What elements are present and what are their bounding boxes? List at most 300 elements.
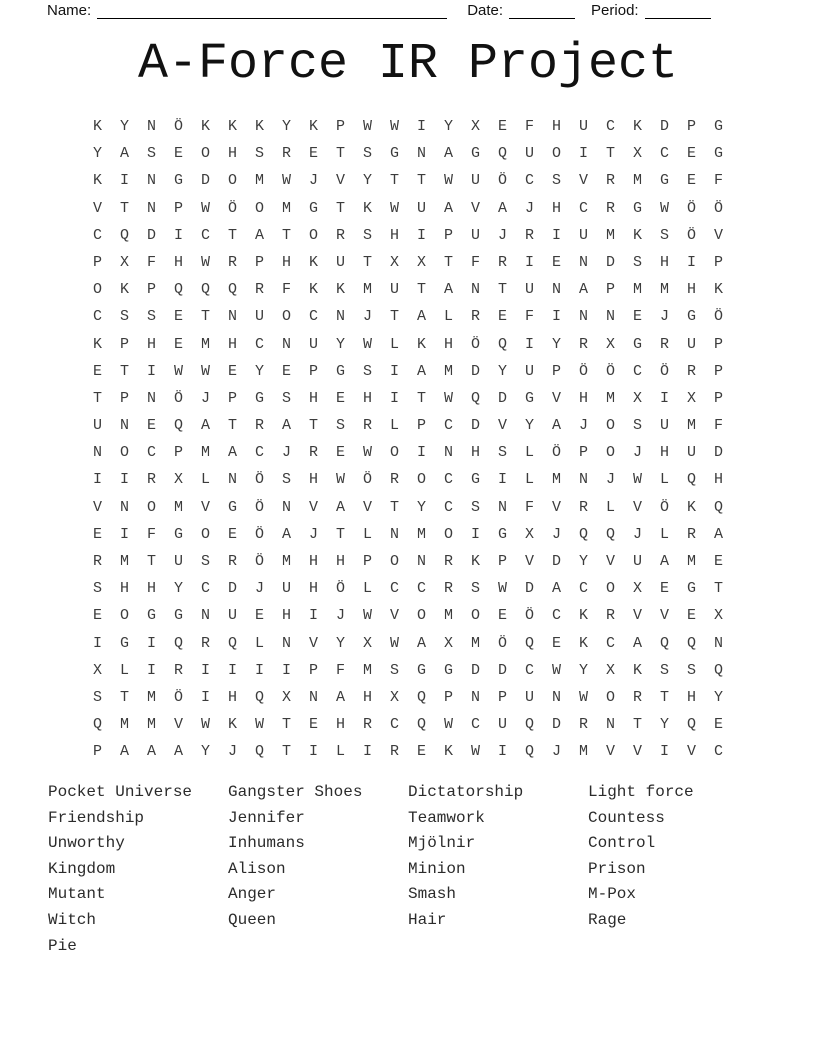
grid-letter: N: [227, 471, 237, 489]
grid-letter: R: [659, 335, 669, 353]
grid-letter: N: [416, 145, 426, 163]
grid-letter: H: [551, 199, 561, 217]
grid-letter: C: [146, 444, 156, 462]
grid-letter: A: [335, 498, 345, 516]
word-bank-item: Smash: [408, 885, 457, 904]
grid-letter: T: [119, 362, 129, 380]
grid-letter: O: [389, 553, 399, 570]
word-bank: [48, 780, 768, 959]
grid-letter: S: [92, 688, 102, 706]
period-blank-line: [645, 2, 711, 19]
grid-letter: M: [200, 335, 210, 353]
grid-letter: X: [632, 389, 642, 407]
word-bank-item: Control: [588, 834, 656, 853]
grid-letter: I: [659, 389, 669, 407]
word-bank-item: Minion: [408, 859, 466, 878]
grid-letter: W: [443, 172, 453, 190]
grid-letter: Ö: [173, 688, 183, 706]
date-blank-line: [509, 2, 575, 19]
grid-letter: O: [551, 145, 561, 163]
grid-letter: Y: [497, 362, 507, 380]
grid-letter: E: [227, 362, 237, 380]
grid-letter: W: [443, 389, 453, 407]
grid-letter: Ö: [659, 362, 669, 380]
grid-letter: G: [227, 498, 237, 516]
grid-letter: T: [362, 253, 372, 271]
grid-letter: F: [713, 172, 723, 190]
grid-letter: R: [605, 172, 615, 190]
grid-letter: X: [632, 145, 642, 163]
grid-letter: T: [281, 226, 291, 244]
grid-letter: D: [470, 362, 480, 380]
grid-letter: T: [389, 172, 399, 190]
grid-letter: C: [551, 607, 561, 625]
grid-letter: R: [632, 688, 642, 706]
grid-letter: E: [659, 580, 669, 598]
grid-letter: P: [416, 417, 426, 435]
grid-letter: N: [227, 308, 237, 326]
grid-letter: X: [605, 661, 615, 679]
grid-letter: X: [389, 688, 399, 706]
grid-letter: M: [632, 281, 642, 299]
grid-letter: Ö: [470, 335, 480, 353]
grid-row: [84, 195, 732, 222]
grid-letter: Y: [578, 553, 588, 570]
grid-letter: A: [227, 444, 237, 462]
grid-letter: I: [389, 362, 399, 380]
grid-letter: S: [92, 580, 102, 598]
grid-letter: P: [254, 253, 264, 271]
grid-letter: O: [605, 444, 615, 462]
grid-letter: O: [281, 308, 291, 326]
word-bank-item: Kingdom: [48, 859, 116, 878]
grid-letter: R: [335, 226, 345, 244]
grid-letter: V: [308, 634, 318, 652]
grid-letter: I: [119, 525, 129, 543]
grid-letter: V: [497, 417, 507, 435]
grid-letter: M: [686, 553, 696, 570]
grid-letter: G: [470, 145, 480, 163]
grid-letter: E: [92, 362, 102, 380]
grid-letter: N: [578, 471, 588, 489]
grid-letter: N: [551, 688, 561, 706]
grid-letter: W: [200, 199, 210, 217]
grid-letter: Ö: [605, 362, 615, 380]
grid-letter: K: [200, 118, 210, 135]
grid-letter: G: [146, 607, 156, 625]
grid-letter: T: [119, 688, 129, 706]
grid-row: [84, 140, 732, 167]
grid-letter: S: [551, 172, 561, 190]
grid-letter: Q: [254, 688, 264, 706]
grid-letter: J: [551, 525, 561, 543]
grid-letter: E: [254, 607, 264, 625]
grid-letter: G: [416, 661, 426, 679]
grid-letter: K: [227, 118, 237, 135]
word-bank-item: Prison: [588, 859, 646, 878]
grid-letter: N: [146, 118, 156, 135]
grid-letter: I: [173, 226, 183, 244]
grid-letter: A: [713, 525, 723, 543]
grid-letter: L: [443, 308, 453, 326]
grid-letter: H: [308, 471, 318, 489]
grid-letter: O: [605, 580, 615, 598]
word-bank-item: Witch: [48, 910, 97, 929]
word-bank-item: Gangster Shoes: [228, 783, 363, 801]
grid-letter: H: [335, 716, 345, 734]
grid-letter: S: [632, 253, 642, 271]
grid-letter: X: [632, 580, 642, 598]
grid-letter: P: [713, 335, 723, 353]
grid-letter: N: [605, 308, 615, 326]
word-bank-item: Mutant: [48, 885, 106, 904]
grid-letter: N: [146, 172, 156, 190]
grid-row: [84, 602, 732, 629]
grid-letter: W: [362, 444, 372, 462]
grid-letter: W: [173, 362, 183, 380]
grid-letter: J: [659, 308, 669, 326]
grid-letter: V: [578, 172, 588, 190]
grid-letter: E: [335, 389, 345, 407]
grid-letter: Q: [497, 145, 507, 163]
grid-letter: Y: [92, 145, 102, 163]
grid-row: [84, 575, 732, 602]
word-bank-item: Pocket Universe: [48, 783, 193, 801]
grid-letter: W: [497, 580, 507, 598]
grid-row: [84, 684, 732, 711]
word-bank-column: [48, 780, 228, 959]
grid-letter: C: [92, 308, 102, 326]
grid-letter: P: [443, 688, 453, 706]
grid-letter: N: [200, 607, 210, 625]
grid-letter: V: [632, 607, 642, 625]
grid-letter: Y: [200, 743, 210, 761]
grid-letter: A: [281, 525, 291, 543]
date-label: Date:: [467, 2, 504, 19]
grid-letter: H: [281, 253, 291, 271]
grid-letter: S: [146, 145, 156, 163]
grid-letter: G: [632, 335, 642, 353]
grid-letter: O: [389, 444, 399, 462]
grid-letter: U: [335, 253, 345, 271]
grid-letter: M: [254, 172, 264, 190]
grid-letter: H: [308, 580, 318, 598]
grid-letter: W: [254, 716, 264, 734]
grid-letter: I: [362, 743, 372, 761]
word-bank-item: Light force: [588, 783, 694, 801]
grid-letter: A: [416, 634, 426, 652]
grid-letter: C: [254, 444, 264, 462]
grid-letter: E: [551, 253, 561, 271]
grid-letter: O: [200, 525, 210, 543]
grid-letter: G: [632, 199, 642, 217]
grid-letter: D: [713, 444, 723, 462]
grid-letter: S: [119, 308, 129, 326]
grid-letter: T: [416, 172, 426, 190]
grid-letter: I: [227, 661, 237, 679]
grid-letter: M: [362, 281, 372, 299]
grid-letter: H: [146, 580, 156, 598]
grid-letter: E: [335, 444, 345, 462]
period-label: Period:: [591, 2, 639, 19]
grid-letter: L: [200, 471, 210, 489]
grid-row: [84, 521, 732, 548]
grid-letter: O: [443, 525, 453, 543]
grid-letter: P: [362, 553, 372, 570]
grid-letter: L: [362, 525, 372, 543]
grid-letter: S: [470, 498, 480, 516]
grid-letter: Q: [497, 335, 507, 353]
grid-letter: A: [416, 308, 426, 326]
grid-letter: E: [92, 525, 102, 543]
grid-letter: I: [389, 389, 399, 407]
grid-letter: S: [632, 417, 642, 435]
grid-letter: D: [551, 716, 561, 734]
grid-letter: C: [443, 471, 453, 489]
grid-letter: Y: [443, 118, 453, 135]
grid-letter: R: [227, 553, 237, 570]
grid-letter: I: [686, 253, 696, 271]
grid-letter: P: [686, 118, 696, 135]
grid-letter: E: [686, 145, 696, 163]
grid-letter: W: [281, 172, 291, 190]
grid-letter: N: [470, 281, 480, 299]
grid-letter: C: [254, 335, 264, 353]
grid-letter: M: [173, 498, 183, 516]
grid-letter: Q: [524, 716, 534, 734]
grid-letter: Y: [659, 716, 669, 734]
grid-letter: C: [605, 118, 615, 135]
grid-letter: N: [146, 389, 156, 407]
grid-letter: T: [659, 688, 669, 706]
grid-letter: M: [119, 553, 129, 570]
grid-letter: S: [686, 661, 696, 679]
grid-letter: U: [281, 580, 291, 598]
grid-letter: W: [200, 253, 210, 271]
grid-row: [84, 738, 732, 765]
grid-letter: G: [173, 525, 183, 543]
grid-letter: M: [659, 281, 669, 299]
grid-letter: D: [227, 580, 237, 598]
grid-letter: G: [443, 661, 453, 679]
grid-letter: X: [389, 253, 399, 271]
grid-letter: M: [605, 226, 615, 244]
grid-letter: C: [605, 634, 615, 652]
grid-letter: A: [632, 634, 642, 652]
grid-letter: Y: [335, 335, 345, 353]
grid-letter: U: [227, 607, 237, 625]
grid-letter: N: [92, 444, 102, 462]
grid-letter: L: [524, 444, 534, 462]
grid-letter: S: [335, 417, 345, 435]
grid-letter: U: [497, 716, 507, 734]
grid-letter: Q: [416, 688, 426, 706]
word-bank-item: Jennifer: [228, 808, 305, 827]
grid-letter: F: [470, 253, 480, 271]
grid-letter: S: [200, 553, 210, 570]
grid-letter: C: [443, 417, 453, 435]
grid-letter: J: [632, 525, 642, 543]
grid-letter: F: [524, 118, 534, 135]
grid-row: [84, 439, 732, 466]
grid-letter: J: [200, 389, 210, 407]
word-bank-item: Mjölnir: [408, 834, 476, 853]
grid-letter: A: [443, 199, 453, 217]
grid-row: [84, 167, 732, 194]
grid-letter: G: [659, 172, 669, 190]
word-bank-item: Dictatorship: [408, 783, 524, 801]
grid-letter: A: [416, 362, 426, 380]
grid-letter: K: [308, 253, 318, 271]
grid-letter: U: [254, 308, 264, 326]
grid-letter: W: [362, 118, 372, 135]
grid-letter: F: [146, 525, 156, 543]
grid-letter: A: [551, 417, 561, 435]
grid-letter: Q: [173, 634, 183, 652]
grid-letter: W: [335, 471, 345, 489]
grid-letter: W: [659, 199, 669, 217]
grid-letter: Q: [605, 525, 615, 543]
grid-letter: V: [92, 199, 102, 217]
grid-letter: Ö: [254, 498, 264, 516]
grid-letter: H: [713, 471, 723, 489]
grid-letter: A: [443, 281, 453, 299]
grid-letter: L: [389, 335, 399, 353]
grid-letter: U: [470, 226, 480, 244]
grid-letter: A: [200, 417, 210, 435]
grid-letter: X: [92, 661, 102, 679]
grid-letter: V: [173, 716, 183, 734]
grid-letter: U: [389, 281, 399, 299]
grid-letter: K: [632, 118, 642, 135]
grid-letter: V: [551, 389, 561, 407]
grid-letter: C: [389, 716, 399, 734]
grid-letter: E: [551, 634, 561, 652]
grid-letter: U: [578, 118, 588, 135]
grid-letter: I: [497, 471, 507, 489]
grid-letter: S: [389, 661, 399, 679]
grid-letter: M: [605, 389, 615, 407]
puzzle-title: A-Force IR Project: [137, 36, 679, 93]
word-bank-column: [588, 780, 768, 959]
grid-letter: H: [335, 553, 345, 570]
grid-letter: Y: [254, 362, 264, 380]
grid-letter: O: [470, 607, 480, 625]
grid-letter: N: [551, 281, 561, 299]
grid-letter: G: [173, 172, 183, 190]
grid-letter: W: [389, 634, 399, 652]
grid-letter: Y: [713, 688, 723, 706]
grid-letter: Ö: [713, 308, 723, 326]
grid-letter: D: [146, 226, 156, 244]
grid-letter: Q: [173, 281, 183, 299]
grid-letter: H: [659, 444, 669, 462]
grid-letter: U: [686, 444, 696, 462]
grid-letter: Q: [713, 661, 723, 679]
grid-letter: K: [578, 607, 588, 625]
grid-letter: X: [281, 688, 291, 706]
grid-letter: I: [416, 118, 426, 135]
grid-letter: T: [227, 226, 237, 244]
grid-letter: M: [416, 525, 426, 543]
grid-letter: K: [632, 226, 642, 244]
grid-letter: K: [686, 498, 696, 516]
grid-letter: N: [578, 308, 588, 326]
grid-row: [84, 222, 732, 249]
grid-letter: L: [335, 743, 345, 761]
grid-letter: K: [335, 281, 345, 299]
grid-letter: K: [119, 281, 129, 299]
grid-letter: G: [524, 389, 534, 407]
grid-letter: T: [92, 389, 102, 407]
grid-letter: N: [578, 253, 588, 271]
grid-letter: X: [470, 118, 480, 135]
grid-letter: N: [605, 716, 615, 734]
grid-letter: K: [92, 335, 102, 353]
grid-letter: K: [713, 281, 723, 299]
grid-letter: W: [200, 362, 210, 380]
grid-letter: T: [200, 308, 210, 326]
grid-letter: H: [578, 389, 588, 407]
grid-letter: R: [254, 281, 264, 299]
grid-letter: Q: [659, 634, 669, 652]
grid-letter: N: [389, 525, 399, 543]
grid-letter: X: [119, 253, 129, 271]
grid-letter: R: [227, 253, 237, 271]
grid-letter: F: [146, 253, 156, 271]
grid-letter: H: [470, 444, 480, 462]
grid-letter: R: [389, 743, 399, 761]
grid-letter: E: [227, 525, 237, 543]
grid-letter: T: [416, 389, 426, 407]
grid-letter: W: [443, 716, 453, 734]
grid-letter: P: [119, 335, 129, 353]
grid-letter: I: [551, 226, 561, 244]
grid-letter: A: [335, 688, 345, 706]
grid-letter: Ö: [578, 362, 588, 380]
grid-letter: P: [173, 199, 183, 217]
grid-letter: G: [308, 199, 318, 217]
grid-letter: V: [362, 498, 372, 516]
grid-letter: J: [335, 607, 345, 625]
grid-letter: R: [497, 253, 507, 271]
grid-letter: T: [281, 716, 291, 734]
grid-letter: I: [281, 661, 291, 679]
grid-letter: T: [335, 145, 345, 163]
grid-letter: R: [470, 308, 480, 326]
grid-letter: L: [659, 471, 669, 489]
grid-letter: H: [119, 580, 129, 598]
grid-letter: V: [335, 172, 345, 190]
grid-letter: W: [578, 688, 588, 706]
grid-letter: T: [605, 145, 615, 163]
grid-letter: H: [227, 688, 237, 706]
grid-letter: G: [713, 118, 723, 135]
grid-letter: Y: [551, 335, 561, 353]
grid-letter: V: [308, 498, 318, 516]
grid-letter: Ö: [524, 607, 534, 625]
word-bank-item: Countess: [588, 808, 665, 827]
grid-letter: L: [389, 417, 399, 435]
grid-letter: F: [524, 308, 534, 326]
grid-letter: X: [443, 634, 453, 652]
word-bank-item: Teamwork: [408, 808, 485, 827]
grid-letter: S: [362, 145, 372, 163]
grid-letter: V: [632, 743, 642, 761]
word-bank-column: [228, 780, 408, 959]
grid-letter: L: [524, 471, 534, 489]
grid-letter: Ö: [497, 634, 507, 652]
